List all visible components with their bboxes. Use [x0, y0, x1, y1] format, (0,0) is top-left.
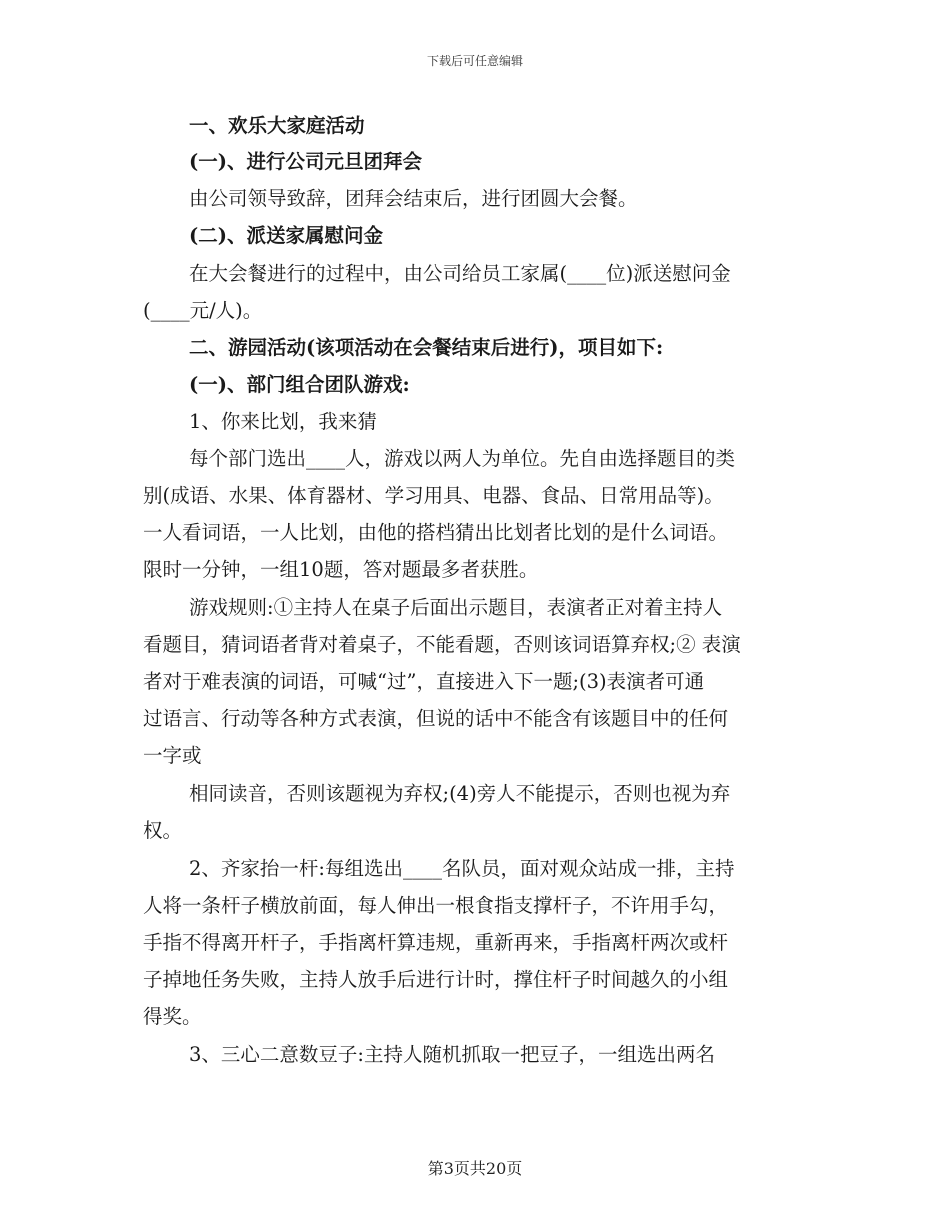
paragraph-line: 在大会餐进行的过程中，由公司给员工家属(____位)派送慰问金: [189, 262, 731, 285]
paragraph-line: 过语言、行动等各种方式表演，但说的话中不能含有该题目中的任何: [143, 707, 729, 730]
paragraph-line: 2、齐家抬一杆:每组选出____名队员，面对观众站成一排，主持: [189, 857, 735, 880]
page-footer: 第3页共20页: [427, 1159, 523, 1178]
paragraph-line: 权。: [143, 819, 183, 842]
paragraph-line: 3、三心二意数豆子:主持人随机抓取一把豆子，一组选出两名: [189, 1043, 715, 1066]
subsection-heading: (二)、派送家属慰问金: [189, 224, 383, 247]
subsection-heading: (一)、进行公司元旦团拜会: [189, 150, 422, 173]
paragraph-line: 一人看词语，一人比划，由他的搭档猜出比划者比划的是什么词语。: [143, 521, 729, 544]
paragraph-line: 相同读音，否则该题视为弃权;(4)旁人不能提示，否则也视为弃: [189, 782, 731, 805]
paragraph-line: 游戏规则:①主持人在桌子后面出示题目，表演者正对着主持人: [189, 596, 723, 619]
section-heading: 二、游园活动(该项活动在会餐结束后进行)，项目如下:: [189, 336, 664, 359]
paragraph-line: 者对于难表演的词语，可喊“过”，直接进入下一题;(3)表演者可通: [143, 670, 705, 693]
paragraph-line: 每个部门选出____人，游戏以两人为单位。先自由选择题目的类: [189, 447, 736, 470]
section-heading: 一、欢乐大家庭活动: [189, 114, 365, 137]
subsection-heading: (一)、部门组合团队游戏:: [189, 373, 410, 396]
paragraph-line: 由公司领导致辞，团拜会结束后，进行团圆大会餐。: [189, 187, 638, 210]
page-header: 下载后可任意编辑: [426, 54, 523, 68]
item-title: 1、你来比划，我来猜: [189, 410, 377, 433]
paragraph-line: 别(成语、水果、体育器材、学习用具、电器、食品、日常用品等)。: [143, 484, 724, 507]
paragraph-line: 人将一条杆子横放前面，每人伸出一根食指支撑杆子，不许用手勾，: [143, 894, 729, 917]
paragraph-line: (____元/人)。: [143, 299, 263, 322]
paragraph-line: 得奖。: [143, 1005, 202, 1028]
paragraph-line: 一字或: [143, 744, 202, 767]
paragraph-line: 限时一分钟，一组10题，答对题最多者获胜。: [143, 558, 539, 581]
paragraph-line: 看题目，猜词语者背对着桌子，不能看题，否则该词语算弃权;② 表演: [143, 633, 741, 656]
paragraph-line: 子掉地任务失败，主持人放手后进行计时，撑住杆子时间越久的小组: [143, 968, 729, 991]
paragraph-line: 手指不得离开杆子，手指离杆算违规，重新再来，手指离杆两次或杆: [143, 931, 729, 954]
